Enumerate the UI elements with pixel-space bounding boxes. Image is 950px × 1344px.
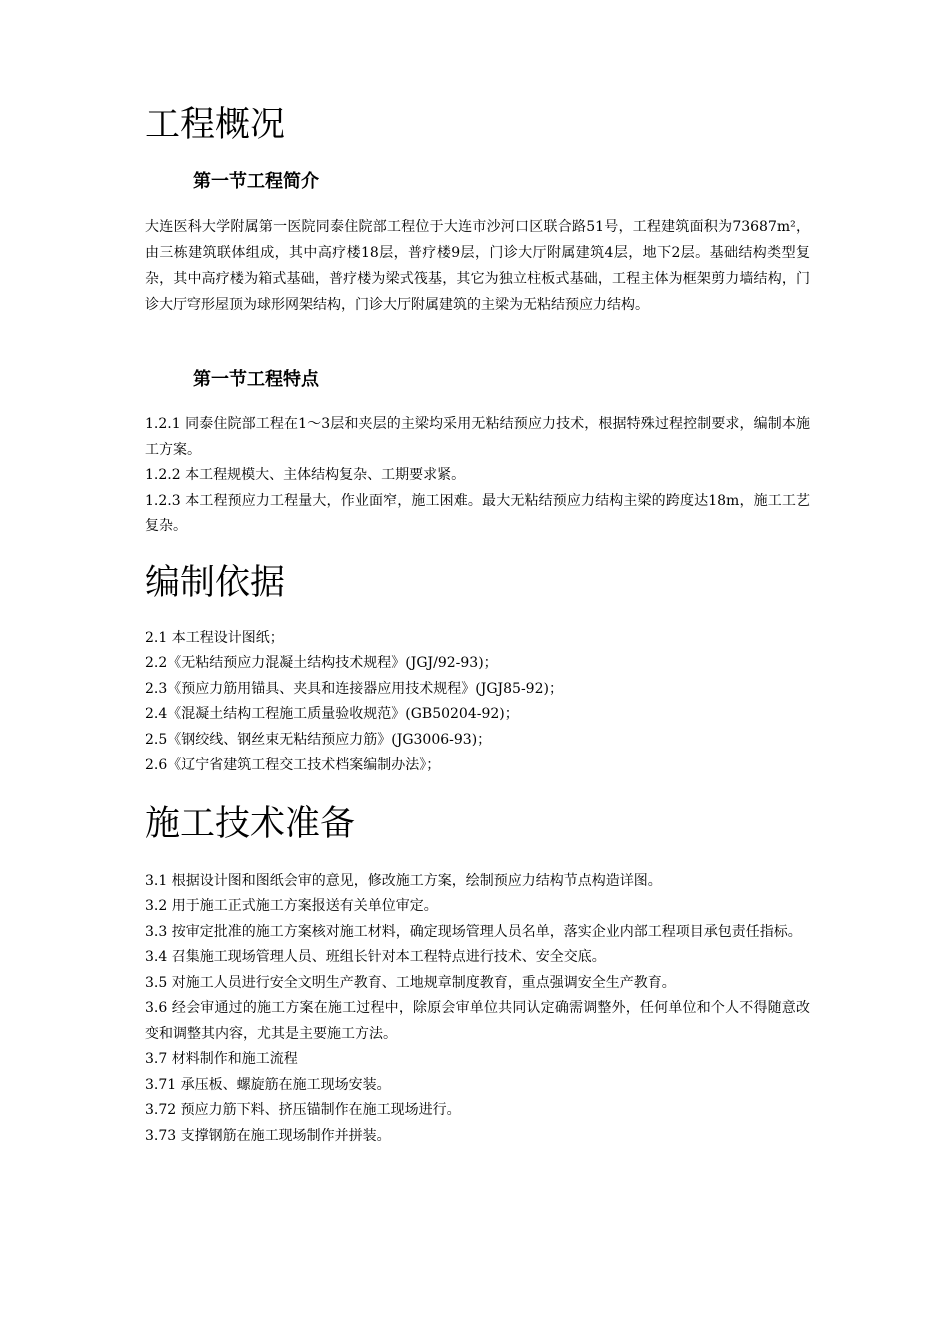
preparation-list (145, 869, 810, 1150)
list-item: 3.7 材料制作和施工流程 (145, 1051, 298, 1067)
basis-list (145, 626, 810, 779)
list-item: 3.1 根据设计图和图纸会审的意见，修改施工方案，绘制预应力结构节点构造详图。 (145, 872, 662, 889)
list-item: 3.71 承压板、螺旋筋在施工现场安装。 (145, 1076, 391, 1093)
subsection-heading-intro: 第一节工程简介 (193, 171, 319, 192)
list-item: 1.2.2 本工程规模大、主体结构复杂、工期要求紧。 (145, 467, 466, 483)
list-item: 2.4《混凝土结构工程施工质量验收规范》(GB50204-92)； (145, 706, 519, 722)
subsection-heading-features: 第一节工程特点 (193, 369, 319, 390)
document-body (145, 100, 810, 1149)
list-item: 3.5 对施工人员进行安全文明生产教育、工地规章制度教育，重点强调安全生产教育。 (145, 974, 676, 991)
list-item: 3.6 经会审通过的施工方案在施工过程中，除原会审单位共同认定确需调整外，任何单位和个人不得随意改变和调整其内容，尤其是主要施工方法。 (145, 1000, 810, 1042)
section-heading-preparation: 施工技术准备 (145, 803, 356, 844)
section-heading-basis: 编制依据 (145, 562, 286, 603)
list-item: 2.2《无粘结预应力混凝土结构技术规程》(JGJ/92-93)； (145, 655, 498, 671)
list-item: 2.3《预应力筋用锚具、夹具和连接器应用技术规程》(JGJ85-92)； (145, 680, 563, 697)
list-item: 2.1 本工程设计图纸； (145, 629, 284, 646)
intro-paragraph: 大连医科大学附属第一医院同泰住院部工程位于大连市沙河口区联合路51号，工程建筑面积为73687m²，由三栋建筑联体组成，其中高疗楼18层，普疗楼9层，门诊大厅附属建筑4层，地下2层。基础结构类型复杂，其中高疗楼为箱式基础，普疗楼为梁式筏基，其它为独立柱板式基础，工程主体为框架剪力墙结构，门诊大厅穹形屋顶为球形网架结构，门诊大厅附属建筑的主梁为无粘结预应力结构。 (145, 219, 810, 313)
list-item: 3.4 召集施工现场管理人员、班组长针对本工程特点进行技术、安全交底。 (145, 949, 606, 965)
list-item: 2.6《辽宁省建筑工程交工技术档案编制办法》； (145, 757, 441, 773)
list-item: 1.2.1 同泰住院部工程在1～3层和夹层的主梁均采用无粘结预应力技术，根据特殊过程控制要求，编制本施工方案。 (145, 416, 810, 458)
list-item: 3.2 用于施工正式施工方案报送有关单位审定。 (145, 898, 438, 914)
list-item: 3.3 按审定批准的施工方案核对施工材料，确定现场管理人员名单，落实企业内部工程项目承包责任指标。 (145, 923, 802, 940)
features-list (145, 412, 810, 540)
list-item: 1.2.3 本工程预应力工程量大，作业面窄，施工困难。最大无粘结预应力结构主梁的跨度达18m，施工工艺复杂。 (145, 492, 810, 534)
section-heading-overview: 工程概况 (145, 105, 286, 145)
list-item: 3.73 支撑钢筋在施工现场制作并拼装。 (145, 1127, 391, 1144)
list-item: 3.72 预应力筋下料、挤压锚制作在施工现场进行。 (145, 1102, 461, 1118)
list-item: 2.5《钢绞线、钢丝束无粘结预应力筋》(JG3006-93)； (145, 731, 492, 748)
